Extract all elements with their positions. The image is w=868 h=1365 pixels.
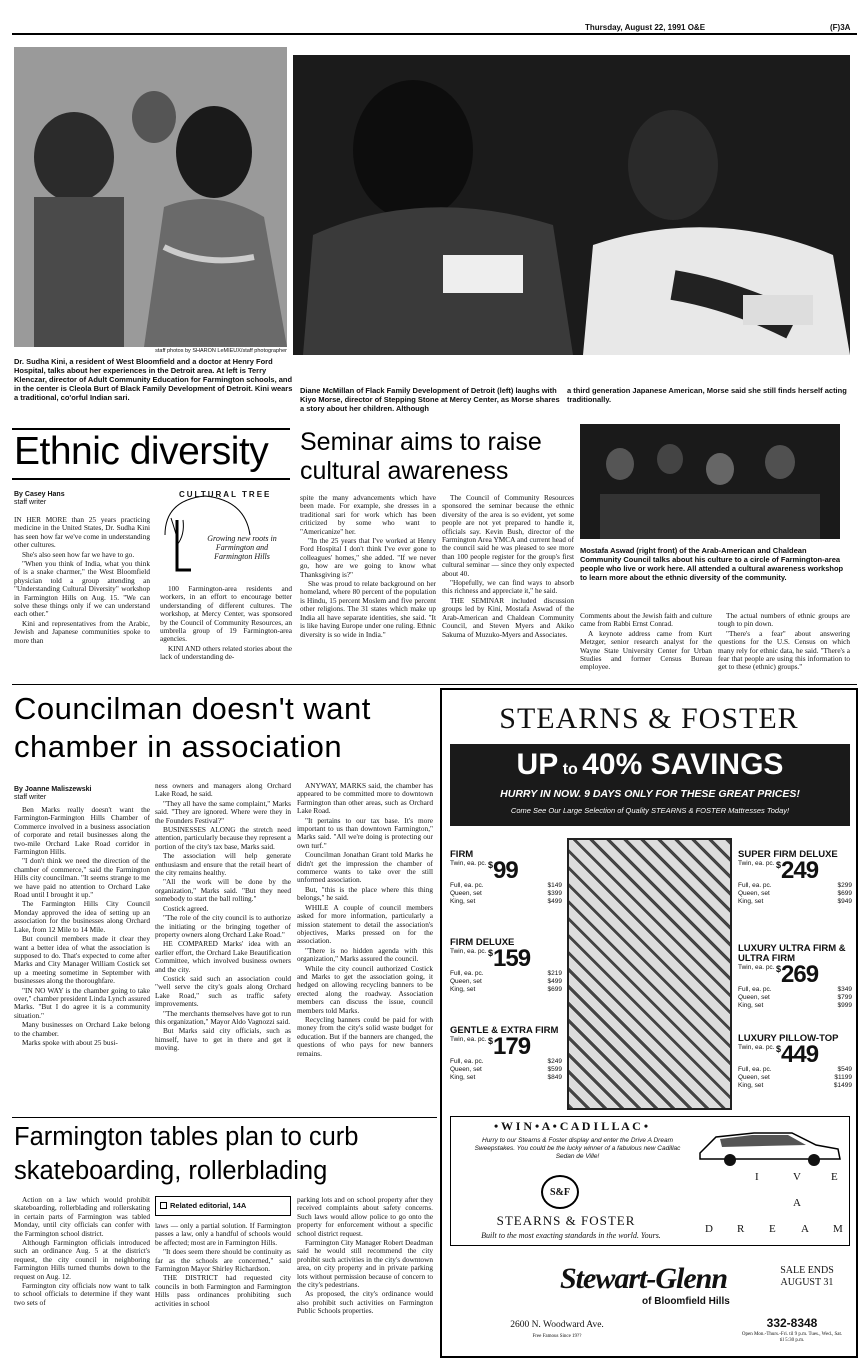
drive-letter: I xyxy=(755,1171,759,1183)
tier-price: 249 xyxy=(781,857,819,884)
tier-price: 99 xyxy=(493,857,518,884)
story2-para: Costick said such an association could "well serve the city's goals along Orchard Lake Road," such as traffic safety improvements. xyxy=(155,973,291,1009)
story2-para: But Marks said city officials, such as himself, have to get in there and get it moving. xyxy=(155,1026,291,1053)
tier-luxury-ultra-firm xyxy=(738,944,852,1009)
story1-col4 xyxy=(442,494,574,680)
story2-byline xyxy=(14,786,144,802)
ad-headline xyxy=(450,748,850,782)
tier-row xyxy=(738,890,852,898)
tier-super-firm-deluxe xyxy=(738,850,852,905)
store-phone: 332-8348 xyxy=(766,1316,818,1330)
story1-byline-role: staff writer xyxy=(14,499,47,506)
story1-para: "In the 25 years that I've worked at Henry Ford Hospital I don't think I've ever gone to colleagues' homes," she added. "If we never go, how are we going to know what Thanksgiving is?" xyxy=(300,536,436,579)
tier-twin-price xyxy=(738,1041,852,1068)
row-price: $949 xyxy=(837,897,852,905)
dollar-sign: $ xyxy=(488,948,494,958)
row-price: $1199 xyxy=(834,1073,852,1081)
story3-para: "It does seem there should be continuity as far as the schools are concerned," said Farmington Mayor Shirley Richardson. xyxy=(155,1247,291,1274)
story3-col3 xyxy=(297,1196,433,1356)
page-number: (F)3A xyxy=(830,23,851,32)
win-brand: STEARNS & FOSTER xyxy=(496,1213,636,1228)
story1-headline: Seminar aims to raise cultural awareness xyxy=(300,428,542,485)
caption-aswad: Mostafa Aswad (right front) of the Arab-American and Chaldean Community Council talks about his culture to a circle of Farmington-area people who live or work here. All attended a cultural awareness workshop to learn more about the ethnic diversity of the community. xyxy=(580,546,844,582)
row-price: $999 xyxy=(837,1001,852,1009)
ad-tagline: Built to the most exacting standards in the world. Yours. xyxy=(481,1231,661,1240)
dollar-sign: $ xyxy=(488,860,494,870)
drive-letter: D xyxy=(705,1223,713,1235)
tier-luxury-pillow-top xyxy=(738,1034,852,1089)
tier-price: 449 xyxy=(781,1041,819,1068)
dollar-sign: $ xyxy=(776,964,782,974)
story2-para: WHILE A couple of council members asked for more information, particularly a mission statement to detail the association's objectives, Marks pressed on for the association. xyxy=(297,902,433,946)
tier-twin-label: Twin, ea. pc. xyxy=(738,1044,775,1051)
dollar-sign: $ xyxy=(776,860,782,870)
story1-para: IN HER MORE than 25 years practicing medicine in the United States, Dr. Sudha Kini has seen how far we've come in understanding other cultures. xyxy=(14,516,150,550)
date-line: Thursday, August 22, 1991 O&E xyxy=(585,23,706,32)
row-label: Queen, set xyxy=(450,1065,482,1073)
photo-credit: staff photos by SHARON LeMIEUX/staff photographer xyxy=(155,348,287,354)
story2-para: But council members made it clear they want a better idea of what the association is supposed to do. That's expected to come after Marks and City Manager William Costick set up a meeting sometime in September with businesses along the thoroughfare. xyxy=(14,934,150,986)
story2-col3 xyxy=(297,782,433,1114)
story2-byline-name: By Joanne Maliszewski xyxy=(14,786,92,793)
drive-a-dream xyxy=(695,1171,847,1245)
car-icon xyxy=(696,1123,844,1167)
story2-byline-role: staff writer xyxy=(14,794,47,801)
win-cadillac-title: • W I N • A • C A D I L L A C • xyxy=(493,1119,649,1133)
caption-mcmillan: Diane McMillan of Flack Family Development of Detroit (left) laughs with Kiyo Morse, director of Stepping Stone at Mercy Center, as Morse shares a story about her children. Although xyxy=(300,386,560,413)
row-label: King, set xyxy=(738,1081,764,1089)
story2-para: BUSINESSES ALONG the stretch need attention, particularly because they represent a portion of the city's tax base, Marks said. xyxy=(155,825,291,851)
tier-twin-price xyxy=(450,945,562,972)
cadillac-car-image xyxy=(696,1123,844,1167)
kicker-frame xyxy=(12,428,290,480)
tier-row xyxy=(450,890,562,898)
ad-hurry: HURRY IN NOW. 9 DAYS ONLY FOR THESE GREAT PRICES! xyxy=(500,788,800,800)
caption-morse: a third generation Japanese American, Morse said she still finds herself acting traditionally. xyxy=(567,386,847,404)
ad-headline-pct: 40% SAVINGS xyxy=(582,748,784,781)
story2-para: But, "this is the place where this thing belongs," he said. xyxy=(297,884,433,903)
row-label: Full, ea. pc. xyxy=(450,970,484,977)
story2-para: "IN NO WAY is the chamber going to take over," chamber president Linda Lynch assured Marks. "But I do agree it is a community situation." xyxy=(14,985,150,1020)
drive-letter: V xyxy=(793,1171,801,1183)
story2-para: Marks spoke with about 25 busi- xyxy=(22,1037,118,1047)
store-address: 2600 N. Woodward Ave. xyxy=(510,1320,604,1330)
story1-byline-name: By Casey Hans xyxy=(14,491,65,498)
story1-col5 xyxy=(580,612,712,680)
mattress-image xyxy=(567,838,732,1110)
drive-letter: E xyxy=(831,1171,838,1183)
related-editorial-text: Related editorial, 14A xyxy=(170,1201,247,1210)
row-label: Queen, set xyxy=(450,889,482,897)
row-price: $699 xyxy=(837,889,852,897)
tier-twin-price xyxy=(738,961,852,988)
story1-para: "Hopefully, we can find ways to absorb this richness and appreciate it," he said. xyxy=(442,578,574,596)
story2-col2 xyxy=(155,782,291,1114)
drive-letter: E xyxy=(769,1223,776,1235)
tier-twin-label: Twin, ea. pc. xyxy=(450,860,487,867)
story2-para: "The role of the city council is to authorize the initiating or the bringing together of property owners along Orchard Lake Road." xyxy=(155,913,291,939)
row-label: King, set xyxy=(450,985,476,993)
row-label: King, set xyxy=(738,897,764,905)
dollar-sign: $ xyxy=(488,1036,494,1046)
drive-letter: A xyxy=(793,1197,801,1209)
story2-para: Ben Marks really doesn't want the Farmington-Farmington Hills Chamber of Commerce involved in a business association of corporate and retail businesses along the two-mile Orchard Lake Road corridor in Farmington Hills. xyxy=(14,806,150,857)
story2-headline: Councilman doesn't want chamber in association xyxy=(14,691,371,764)
ad-subline: Come See Our Large Selection of Quality STEARNS & FOSTER Mattresses Today! xyxy=(510,806,790,815)
photo-mcmillan-image xyxy=(293,55,850,355)
stearns-foster-ad[interactable] xyxy=(440,688,858,1358)
win-cadillac-panel xyxy=(450,1116,850,1246)
story3-para: Farmington city officials now want to talk to school officials to determine if they want two sets of xyxy=(14,1281,150,1307)
row-label: Full, ea. pc. xyxy=(450,882,484,889)
story3-para: Although Farmington officials introduced such an ordinance Aug. 5 at the district's request, the city council in neighboring Farmington Hills turned thumbs down to the request on Aug. 12. xyxy=(14,1238,150,1281)
tier-price: 179 xyxy=(493,1033,531,1060)
story2-para: "There is no hidden agenda with this organization," Marks assured the council. xyxy=(297,945,433,964)
story3-para: As proposed, the city's ordinance would also prohibit such activities on Farmington Public Schools properties. xyxy=(297,1289,433,1316)
ad-banner xyxy=(450,744,850,826)
row-price: $499 xyxy=(547,897,562,905)
row-price: $499 xyxy=(547,977,562,985)
story2-para: ANYWAY, MARKS said, the chamber has appeared to be committed more to downtown Farmington than other areas, such as Orchard Lake Road. xyxy=(297,782,433,816)
story1-para: The actual numbers of ethnic groups are tough to pin down. xyxy=(718,612,850,629)
story1-col6 xyxy=(718,612,850,680)
store-logo: Stewart-Glenn xyxy=(560,1262,728,1295)
story1-col2 xyxy=(160,585,292,680)
story2-para: Councilman Jonathan Grant told Marks he didn't get the impression the chamber of commerce wants to take over the still unformed association. xyxy=(297,850,433,885)
story3-col1 xyxy=(14,1196,150,1356)
story2-para: "The merchants themselves have got to run this organization," Mayor Aldo Vagnozzi said. xyxy=(155,1008,291,1026)
story1-para: Comments about the Jewish faith and culture came from Rabbi Ernst Conrad. xyxy=(580,612,712,629)
story2-para: The Farmington Hills City Council Monday approved the idea of setting up an association for the businesses along Orchard Lake, from 12 Mile to 14 Mile. xyxy=(14,899,150,934)
story3-col2 xyxy=(155,1222,291,1356)
cultural-tree-arc-text: CULTURAL TREE xyxy=(179,490,272,499)
tier-row xyxy=(450,986,562,994)
section-rule xyxy=(12,684,857,685)
row-price: $149 xyxy=(547,882,562,889)
row-price: $599 xyxy=(547,1065,562,1073)
row-label: King, set xyxy=(450,1073,476,1081)
tier-row xyxy=(450,978,562,986)
photo-aswad xyxy=(580,424,840,539)
tier-name: FIRM DELUXE xyxy=(450,937,515,948)
tier-twin-label: Twin, ea. pc. xyxy=(450,1036,487,1043)
story3-headline: Farmington tables plan to curb skateboarding, rollerblading xyxy=(14,1123,359,1185)
row-price: $549 xyxy=(837,1066,852,1073)
sf-seal-text: S&F xyxy=(550,1186,570,1198)
row-price: $1499 xyxy=(833,1081,852,1089)
row-price: $799 xyxy=(837,993,852,1001)
store-subname: of Bloomfield Hills xyxy=(642,1296,730,1307)
tier-row xyxy=(450,898,562,906)
photo-kini-image xyxy=(14,47,287,347)
row-price: $849 xyxy=(547,1073,562,1081)
store-hours: Open Mon.-Thurs.-Fri. til 9 p.m. Tues., Wed., Sat. til 5:30 p.m. xyxy=(741,1332,843,1343)
story2-col1 xyxy=(14,806,150,1114)
row-label: Queen, set xyxy=(738,889,770,897)
row-label: King, set xyxy=(738,1001,764,1009)
caption-kini: Dr. Sudha Kini, a resident of West Bloomfield and a doctor at Henry Ford Hospital, talks about her experiences in the Detroit area. At left is Terry Klenczar, director of Adult Community Education for Farmington schools, and in the center is Cleola Burt of Black Family Development of Detroit. Kini wears a traditional, co'orful Indian sari. xyxy=(14,357,293,402)
photo-aswad-image xyxy=(580,424,840,539)
story2-para: The association will help generate enthusiasm and ensure that the retail heart of the city remains healthy. xyxy=(155,851,291,878)
story2-para: "I don't think we need the direction of the chamber of commerce," said the Farmington Hills city councilman. "It seems strange to me we have paid no attention to Orchard Lake Road until I brought it up." xyxy=(14,856,150,900)
cultural-tree-logo xyxy=(155,490,290,580)
story1-para: The Council of Community Resources sponsored the seminar because the ethnic diversity of the area is so evident, yet some people are not yet prepared to handle it, officials say. Kevin Bush, director of the Farmington Area YMCA and current head of the council said he was pleased to see more than 100 people register for the group's first cultural seminar — since they only expected about 40. xyxy=(442,494,574,578)
page-header xyxy=(0,20,868,42)
photo-mcmillan xyxy=(293,55,850,355)
tier-name: LUXURY PILLOW-TOP xyxy=(738,1033,839,1044)
dollar-sign: $ xyxy=(776,1044,782,1054)
tier-gentle-extra-firm xyxy=(450,1026,562,1081)
tier-price: 159 xyxy=(493,945,531,972)
story3-para: Action on a law which would prohibit skateboarding, rollerblading and rollerskating in certain parts of Farmington was tabled Monday, until city officials can confer with the Farmington school district. xyxy=(14,1196,150,1238)
tier-firm xyxy=(450,850,562,905)
story2-para: Many businesses on Orchard Lake belong to the chamber. xyxy=(14,1020,150,1038)
story1-para: THE SEMINAR included discussion groups led by Kini, Mostafa Aswad of the Arab-American and Chaldean Community Council, and Steven Myers and Akiko Sakuma of Muzuko-Myers and Associates. xyxy=(442,595,574,639)
tier-row xyxy=(450,1074,562,1082)
story1-para: KINI AND others related stories about the lack of understanding de- xyxy=(160,643,292,662)
story3-para: THE DISTRICT had requested city councils in both Farmington and Farmington Hills pass ordinances prohibiting such activities in school xyxy=(155,1273,291,1308)
row-label: Full, ea. pc. xyxy=(450,1058,484,1065)
story2-para: "They all have the same complaint," Marks said. "They are ignored. Where were they in the Founders Festival?" xyxy=(155,798,291,825)
cultural-tree-tagline: Growing new roots in Farmington and Farmington Hills xyxy=(207,534,277,561)
row-label: Queen, set xyxy=(738,1073,770,1081)
row-price: $349 xyxy=(837,986,852,993)
tier-name: GENTLE & EXTRA FIRM xyxy=(450,1025,559,1036)
ad-headline-to: to xyxy=(562,761,578,778)
row-label: Queen, set xyxy=(450,977,482,985)
story2-para: While the city council authorized Costick and Marks to get the association going, it hedged on allowing recycling banners to be erected along the roadway. Association members can discuss the issue, council members told Marks. xyxy=(297,963,433,1015)
story2-para: Recycling banners could be paid for with money from the city's solid waste budget for education. But if the banners are changed, the questions of who pays for new banners remains. xyxy=(297,1014,433,1058)
row-price: $249 xyxy=(547,1058,562,1065)
story1-para: "There's a fear" about answering questions for the U.S. Census on which many rely for ethnic data, he said. "There's a fear that people are using this information to get to these (ethnic) groups." xyxy=(718,628,850,672)
row-label: Full, ea. pc. xyxy=(738,882,772,889)
row-label: Queen, set xyxy=(738,993,770,1001)
row-label: King, set xyxy=(450,897,476,905)
tier-twin-label: Twin, ea. pc. xyxy=(738,964,775,971)
story1-col3 xyxy=(300,494,436,680)
drive-letter: A xyxy=(801,1223,809,1235)
win-cadillac-text: Hurry to our Stearns & Foster display and enter the Drive A Dream Sweepstakes. You could be the lucky winner of a fabulous new Cadillac Sedan de Ville! xyxy=(474,1137,681,1160)
story1-para: Kini and representatives from the Arabic, Jewish and Japanese communities spoke to more than xyxy=(14,618,150,645)
row-price: $699 xyxy=(547,985,562,993)
story1-col1 xyxy=(14,516,150,680)
row-price: $399 xyxy=(547,889,562,897)
tier-firm-deluxe xyxy=(450,938,562,993)
story1-para: 100 Farmington-area residents and workers, in an effort to encourage better understanding of different cultures. The workshop, at Mercy Center, was sponsored by the Council of Community Resources, an umbrella group of 19 Farmington-area agencies. xyxy=(160,585,292,644)
story3-para: parking lots and on school property after they received complaints about safety concerns. Such laws would allow police to go onto the property for enforcement without a specific school district request. xyxy=(297,1196,433,1238)
story1-para: She was proud to relate background on her homeland, where 80 percent of the population is Hindu, 15 percent Moslem and five percent other religions. The 31 states which make up India all have separate identities, she said. "It is like having Europe under one ruling. Ethnic diversity is so wide in India." xyxy=(300,579,436,639)
row-label: Full, ea. pc. xyxy=(738,1066,772,1073)
story2-para: Costick agreed. xyxy=(163,903,209,913)
sf-seal xyxy=(541,1175,579,1209)
story1-byline xyxy=(14,491,144,507)
tier-row xyxy=(738,898,852,906)
story2-para: "It pertains to our tax base. It's more important to us than downtown Farmington," Marks said. "All we're doing is protecting our own turf." xyxy=(297,815,433,850)
story3-para: Farmington City Manager Robert Deadman said he would still recommend the city prohibit such activities in the city's downtown area, on city property and in private parking lots without permission because of concern to the city's pedestrians. xyxy=(297,1238,433,1290)
tier-price: 269 xyxy=(781,961,819,988)
drive-letter: M xyxy=(833,1223,843,1235)
story2-para: HE COMPARED Marks' idea with an earlier effort, the Orchard Lake Beautification Committee, which involved business owners and the city. xyxy=(155,939,291,974)
story1-para: spite the many advancements which have been made. For example, she dresses in a traditional sari for work which has been criticized by some who want to "Americanize" her. xyxy=(300,494,436,536)
tier-row xyxy=(738,1074,852,1082)
tier-name: FIRM xyxy=(450,849,474,860)
tier-name: LUXURY ULTRA FIRM & ULTRA FIRM xyxy=(738,943,846,964)
row-price: $299 xyxy=(837,882,852,889)
header-rule xyxy=(12,33,857,35)
story2-para: "All the work will be done by the organization," Marks said. "But they need somebody to start the ball rolling." xyxy=(155,877,291,904)
store-address-small: Free Famous Since 19?? xyxy=(532,1334,582,1339)
story2-para: ness owners and managers along Orchard Lake Road, he said. xyxy=(155,782,291,799)
story1-para: A keynote address came from Kurt Metzger, senior research analyst for the Wayne State University Center for Urban Studies and former Census Bureau employee. xyxy=(580,628,712,672)
row-label: Full, ea. pc. xyxy=(738,986,772,993)
tier-twin-label: Twin, ea. pc. xyxy=(738,860,775,867)
ad-headline-up: UP xyxy=(516,748,559,781)
tier-twin-price xyxy=(450,857,562,884)
drive-letter: R xyxy=(737,1223,745,1235)
story3-para: laws — only a partial solution. If Farmington passes a law, only a handful of schools would be affected; most are in Farmington Hills. xyxy=(155,1222,291,1247)
story1-para: She's also seen how far we have to go. xyxy=(22,549,135,559)
tier-name: SUPER FIRM DELUXE xyxy=(738,849,838,860)
ad-brand: STEARNS & FOSTER xyxy=(499,702,799,735)
related-editorial-box[interactable] xyxy=(155,1196,291,1216)
tier-twin-price xyxy=(450,1033,562,1060)
tier-twin-price xyxy=(738,857,852,884)
row-price: $219 xyxy=(547,970,562,977)
checkbox-icon xyxy=(160,1202,167,1209)
kicker-ethnic-diversity: Ethnic diversity xyxy=(14,430,269,473)
tier-row xyxy=(738,994,852,1002)
sale-ends: SALE ENDS AUGUST 31 xyxy=(780,1265,834,1288)
photo-kini xyxy=(14,47,287,347)
story1-para: "When you think of India, what you think of is a snake charmer," the West Bloomfield physician told a group attending an "Understanding Cultural Diversity" workshop in Farmington Hills on Aug. 15. "We can solve these things only if we can understand each other." xyxy=(14,559,150,619)
tier-row xyxy=(738,1002,852,1010)
section-rule xyxy=(12,1117,437,1118)
tier-row xyxy=(738,1082,852,1090)
tier-row xyxy=(450,1066,562,1074)
tier-twin-label: Twin, ea. pc. xyxy=(450,948,487,955)
